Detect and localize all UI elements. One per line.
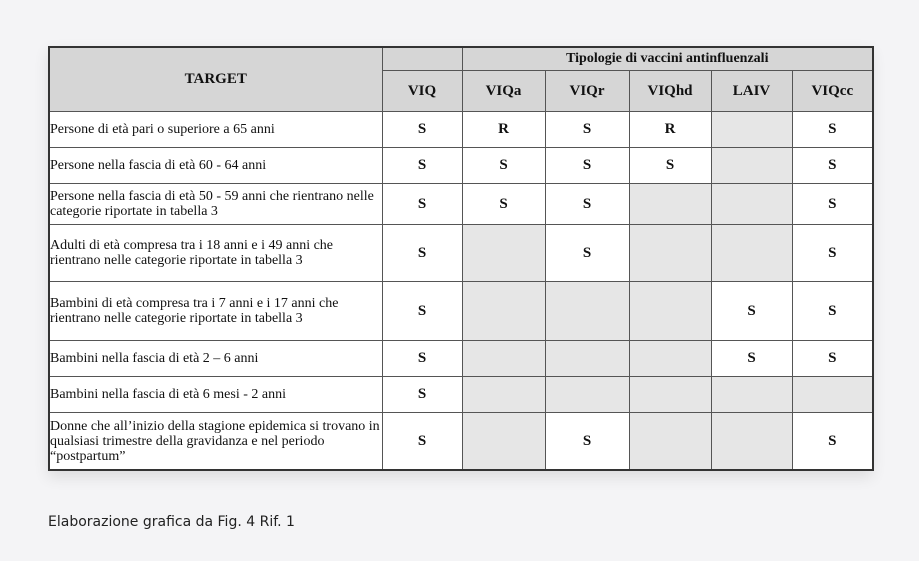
cell-laiv (711, 112, 792, 148)
cell-viqhd (629, 184, 711, 225)
cell-laiv (711, 184, 792, 225)
cell-laiv (711, 377, 792, 413)
cell-viqr: S (545, 112, 629, 148)
cell-laiv (711, 225, 792, 282)
table-row (49, 282, 873, 341)
row-label: Adulti di età compresa tra i 18 anni e i 49 anni che rientrano nelle categorie riportate in tabella 3 (49, 225, 382, 282)
cell-viqhd (629, 413, 711, 471)
column-header-viqcc: VIQcc (792, 71, 873, 112)
cell-viqa (462, 413, 545, 471)
row-label: Bambini di età compresa tra i 7 anni e i 17 anni che rientrano nelle categorie riportate in tabella 3 (49, 282, 382, 341)
cell-viqcc: S (792, 413, 873, 471)
cell-viqcc (792, 377, 873, 413)
cell-viq: S (382, 184, 462, 225)
table-row (49, 377, 873, 413)
cell-viqr: S (545, 184, 629, 225)
row-label: Persone di età pari o superiore a 65 anni (49, 112, 382, 148)
cell-laiv: S (711, 341, 792, 377)
cell-viq: S (382, 377, 462, 413)
cell-laiv (711, 148, 792, 184)
cell-viqa (462, 341, 545, 377)
row-label: Persone nella fascia di età 60 - 64 anni (49, 148, 382, 184)
cell-viqhd (629, 377, 711, 413)
cell-viqhd (629, 282, 711, 341)
cell-viqcc: S (792, 225, 873, 282)
column-header-laiv: LAIV (711, 71, 792, 112)
table-row (49, 225, 873, 282)
cell-viqa: R (462, 112, 545, 148)
cell-laiv (711, 413, 792, 471)
row-label: Persone nella fascia di età 50 - 59 anni che rientrano nelle categorie riportate in tabella 3 (49, 184, 382, 225)
figure-caption: Elaborazione grafica da Fig. 4 Rif. 1 (48, 514, 295, 530)
cell-viqa (462, 282, 545, 341)
cell-viq: S (382, 225, 462, 282)
cell-viq: S (382, 341, 462, 377)
cell-viqhd (629, 225, 711, 282)
cell-viqcc: S (792, 112, 873, 148)
cell-viqr: S (545, 148, 629, 184)
cell-viq: S (382, 282, 462, 341)
cell-viqhd (629, 341, 711, 377)
cell-viqa (462, 225, 545, 282)
column-header-viqa: VIQa (462, 71, 545, 112)
cell-viqcc: S (792, 282, 873, 341)
cell-viqr (545, 282, 629, 341)
cell-viqhd: S (629, 148, 711, 184)
cell-viqhd: R (629, 112, 711, 148)
vaccine-table (48, 46, 874, 471)
column-header-viqhd: VIQhd (629, 71, 711, 112)
cell-viqa: S (462, 148, 545, 184)
cell-viqr (545, 341, 629, 377)
column-header-viqr: VIQr (545, 71, 629, 112)
cell-viqr: S (545, 413, 629, 471)
cell-viqcc: S (792, 148, 873, 184)
row-label: Donne che all’inizio della stagione epidemica si trovano in qualsiasi trimestre della gravidanza e nel periodo “postpartum” (49, 413, 382, 471)
row-label: Bambini nella fascia di età 6 mesi - 2 anni (49, 377, 382, 413)
cell-viqa (462, 377, 545, 413)
target-header: TARGET (49, 47, 382, 112)
row-label: Bambini nella fascia di età 2 – 6 anni (49, 341, 382, 377)
column-header-viq: VIQ (382, 71, 462, 112)
cell-viq: S (382, 148, 462, 184)
cell-viq: S (382, 413, 462, 471)
cell-viqcc: S (792, 341, 873, 377)
table-row (49, 341, 873, 377)
group-header-spacer (382, 47, 462, 71)
table-row (49, 184, 873, 225)
table-body (49, 112, 873, 471)
table-row (49, 413, 873, 471)
vaccine-types-header: Tipologie di vaccini antinfluenzali (462, 47, 873, 71)
cell-viqr (545, 377, 629, 413)
table-row (49, 112, 873, 148)
cell-viqcc: S (792, 184, 873, 225)
cell-viq: S (382, 112, 462, 148)
vaccine-table-card (48, 46, 872, 471)
cell-laiv: S (711, 282, 792, 341)
table-row (49, 148, 873, 184)
cell-viqr: S (545, 225, 629, 282)
cell-viqa: S (462, 184, 545, 225)
